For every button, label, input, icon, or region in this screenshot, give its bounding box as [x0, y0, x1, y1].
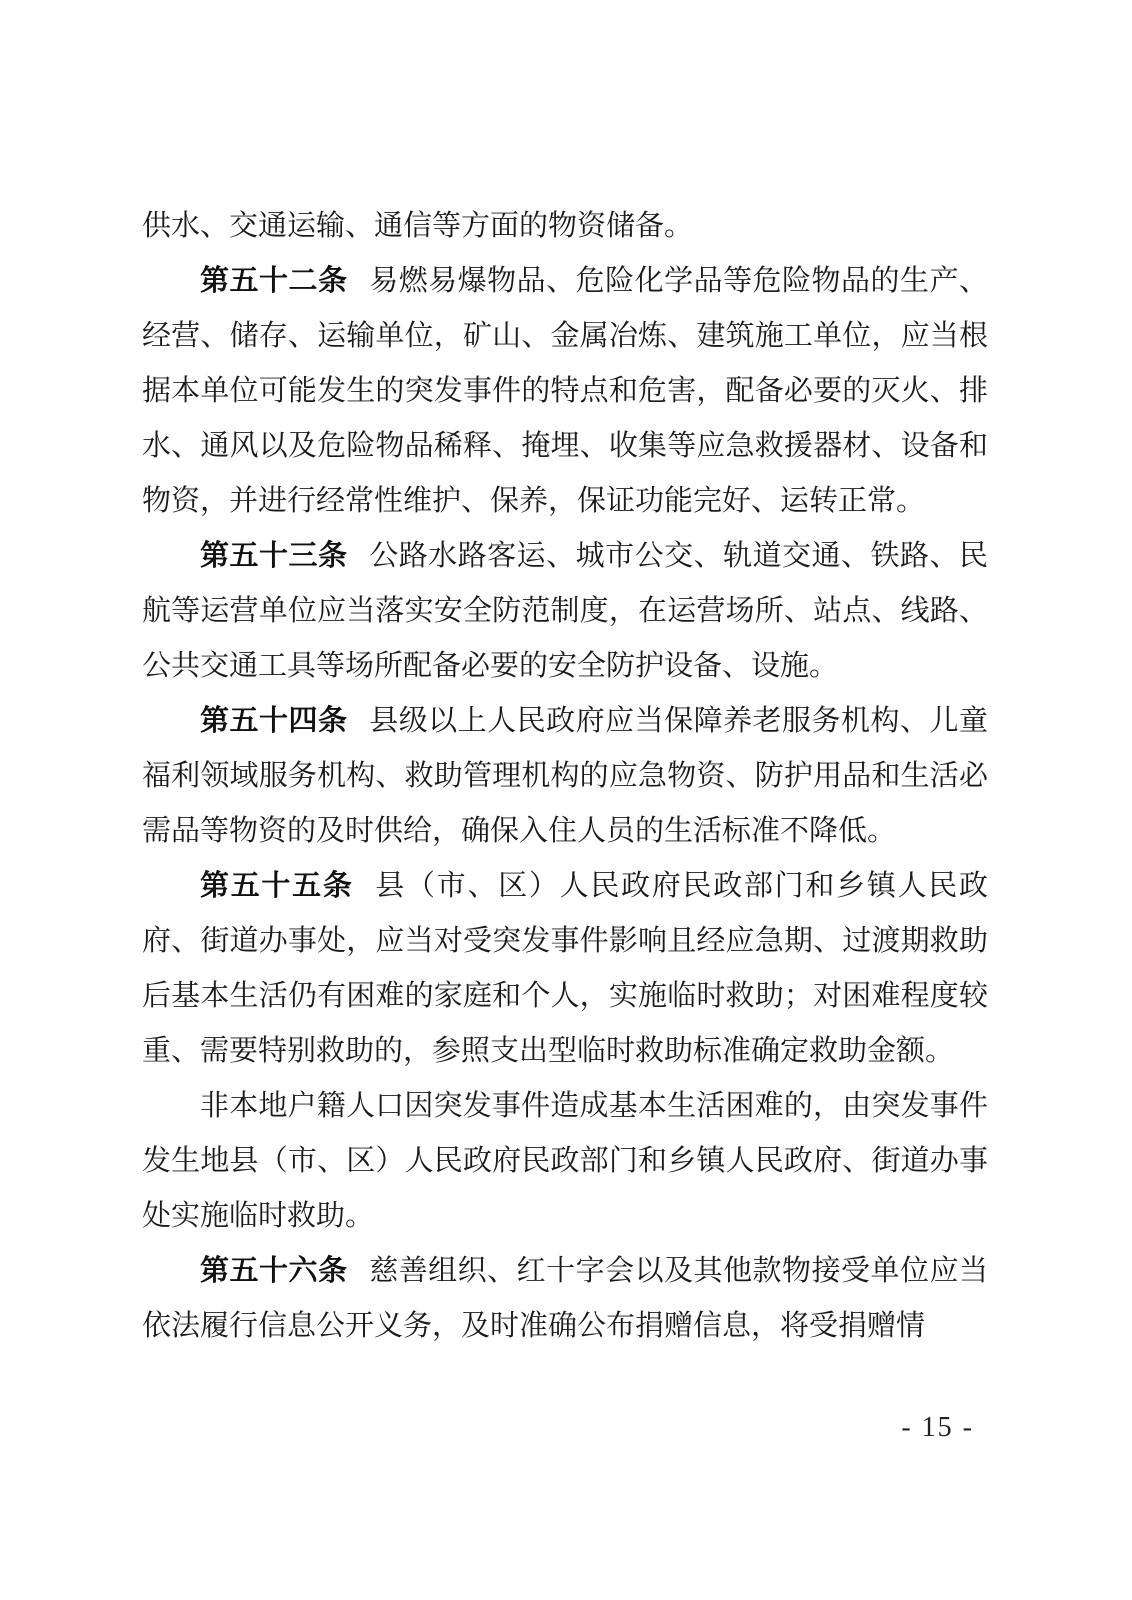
- article-55-text: 县（市、区）人民政府民政部门和乡镇人民政府、街道办事处，应当对受突发事件影响且经应急期、过渡期救助后基本生活仍有困难的家庭和个人，实施临时救助；对困难程度较重、需要特别救助的，参照支出型临时救助标准确定救助金额。: [142, 870, 988, 1067]
- paragraph-continuation: [142, 199, 988, 254]
- article-55: [142, 859, 988, 1079]
- article-55-paragraph-2: [142, 1079, 988, 1244]
- article-54: [142, 694, 988, 859]
- article-56: [142, 1244, 988, 1354]
- article-52-text: 易燃易爆物品、危险化学品等危险物品的生产、经营、储存、运输单位，矿山、金属冶炼、建筑施工单位，应当根据本单位可能发生的突发事件的特点和危害，配备必要的灭火、排水、通风以及危险物品稀释、掩埋、收集等应急救援器材、设备和物资，并进行经常性维护、保养，保证功能完好、运转正常。: [142, 265, 988, 517]
- article-53-text: 公路水路客运、城市公交、轨道交通、铁路、民航等运营单位应当落实安全防范制度，在运营场所、站点、线路、公共交通工具等场所配备必要的安全防护设备、设施。: [142, 540, 988, 682]
- article-53-number: 第五十三条: [200, 540, 348, 572]
- document-body: [142, 199, 988, 1354]
- article-55-paragraph-2-text: 非本地户籍人口因突发事件造成基本生活困难的，由突发事件发生地县（市、区）人民政府民政部门和乡镇人民政府、街道办事处实施临时救助。: [142, 1090, 988, 1232]
- article-52: [142, 254, 988, 529]
- paragraph-text: 供水、交通运输、通信等方面的物资储备。: [142, 210, 694, 242]
- article-56-text: 慈善组织、红十字会以及其他款物接受单位应当依法履行信息公开义务，及时准确公布捐赠信息，将受捐赠情: [142, 1255, 988, 1342]
- article-54-number: 第五十四条: [200, 705, 348, 737]
- page-number: - 15 -: [901, 1412, 974, 1443]
- article-55-number: 第五十五条: [200, 870, 354, 902]
- article-52-number: 第五十二条: [200, 265, 348, 297]
- article-53: [142, 529, 988, 694]
- article-56-number: 第五十六条: [200, 1255, 348, 1287]
- article-54-text: 县级以上人民政府应当保障养老服务机构、儿童福利领域服务机构、救助管理机构的应急物资、防护用品和生活必需品等物资的及时供给，确保入住人员的生活标准不降低。: [142, 705, 988, 847]
